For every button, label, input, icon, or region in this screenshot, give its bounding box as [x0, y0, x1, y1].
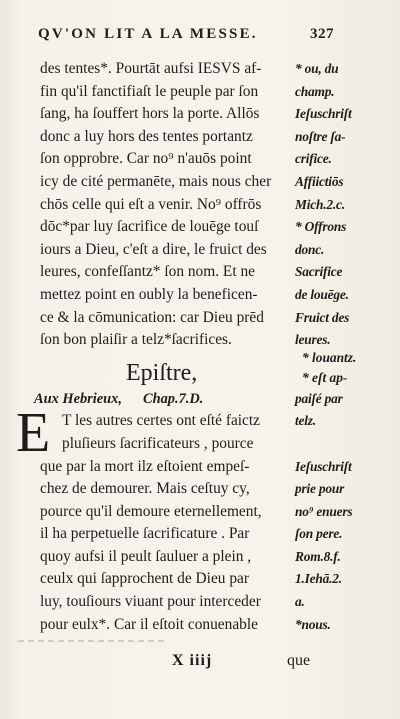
marginal-note: * eſt ap-	[302, 369, 348, 385]
text-line: luy, touſiours viuant pour interceder a.	[40, 591, 385, 614]
marginal-note: de louēge.	[295, 286, 349, 302]
marginal-note: * ou, du	[295, 61, 339, 76]
running-title: QV'ON LIT A LA MESSE.	[38, 26, 258, 42]
marginal-note: *nous.	[295, 616, 331, 632]
text-line: que par la mort ilz eſtoient empeſ- Ieſuschriſt	[40, 456, 385, 479]
signature-mark: X iiij	[172, 652, 213, 669]
marginal-note: 1.Iehā.2.	[295, 571, 342, 587]
marginal-note: crifice.	[295, 151, 332, 167]
marginal-note: Mich.2.c.	[295, 196, 345, 212]
text-block	[16, 58, 385, 636]
marginal-note: no⁹ enuers	[295, 503, 353, 519]
marginal-note: * louantz.	[302, 349, 357, 365]
text-line: iours a Dieu, c'eſt a dire, le fruict des donc.	[40, 239, 385, 262]
text-line: icy de cité permanēte, mais nous cher Affiictiōs	[40, 171, 385, 194]
marginal-note: Sacrifice	[295, 264, 343, 280]
marginal-note: telz.	[295, 413, 316, 429]
marginal-note: Ieſuschriſt	[295, 458, 352, 474]
page-number: 327	[310, 26, 334, 42]
text-line: chez de demourer. Mais ceſtuy cy, prie pour	[40, 478, 385, 501]
marginal-note: paiſé par	[295, 390, 343, 406]
marginal-note: Fruict des	[295, 309, 350, 325]
marginal-note: a.	[295, 594, 305, 610]
text-line: leures, confeſſantz* ſon nom. Et ne Sacrifice	[40, 261, 385, 284]
page-footer	[0, 652, 400, 676]
text-line: chōs celle qui eſt a venir. No⁹ offrōs Mich.2.c.	[40, 194, 385, 217]
text-line: dōc*par luy ſacrifice de louēge touſ * Offrons	[40, 216, 385, 239]
marginal-note: champ.	[295, 83, 335, 99]
marginal-note: ſon pere.	[295, 526, 343, 542]
marginal-note: Affiictiōs	[295, 173, 344, 189]
text-line: pour eulx*. Car il eſtoit conuenable *nous.	[40, 614, 385, 637]
text-line: pource qu'il demoure eternellement, no⁹ enuers	[40, 501, 385, 524]
text-line: mettez point en oubly la beneficen- de louēge.	[40, 284, 385, 307]
text-line: ſon opprobre. Car no⁹ n'auōs point crifice.	[40, 148, 385, 171]
text-line: ſon bon plaiſir a telz*ſacrifices. leures.	[40, 329, 385, 352]
text-line: il ha perpetuelle ſacrificature . Par ſon pere.	[40, 523, 385, 546]
marginal-note: Ieſuschriſt	[295, 106, 352, 122]
text-line: quoy aufsi il peult ſauluer a plein , Rom.8.f.	[40, 546, 385, 569]
epistle-subtitle	[34, 388, 385, 411]
marginal-note: * Offrons	[295, 219, 347, 235]
epistle-chapter: Chap.7.D.	[143, 390, 204, 407]
text-line: ce & la cōmunication: car Dieu prēd Fruict des	[40, 307, 385, 330]
marginal-note: leures.	[295, 332, 331, 348]
marginal-note: prie pour	[295, 481, 345, 497]
catchword: que	[287, 652, 311, 669]
running-header	[38, 26, 368, 46]
marginal-note: donc.	[295, 241, 325, 257]
bleed-through-mark	[18, 640, 168, 642]
epistle-recipient: Aux Hebrieux,	[34, 390, 122, 407]
text-line: ſang, ha ſouffert hors la porte. Allōs Ieſuschriſt	[40, 103, 385, 126]
text-line: des tentes*. Pourtāt aufsi IESVS af- * ou, du	[40, 58, 385, 81]
epistle-title: Epiſtre,	[126, 359, 198, 386]
text-line: donc a luy hors des tentes portantz noſtre ſa-	[40, 126, 385, 149]
epistle-heading	[40, 349, 385, 388]
text-line: pluſieurs ſacrificateurs , pource	[62, 434, 254, 452]
text-line: E T les autres certes ont eſté faictz telz.	[16, 402, 316, 465]
drop-cap: E	[16, 402, 51, 465]
text-line: fin qu'il fanctifiaſt le peuple par ſon champ.	[40, 81, 385, 104]
marginal-note: Rom.8.f.	[295, 548, 341, 564]
marginal-note: noſtre ſa-	[295, 128, 346, 144]
text-line: ceulx qui ſapprochent de Dieu par 1.Iehā.2.	[40, 568, 385, 591]
